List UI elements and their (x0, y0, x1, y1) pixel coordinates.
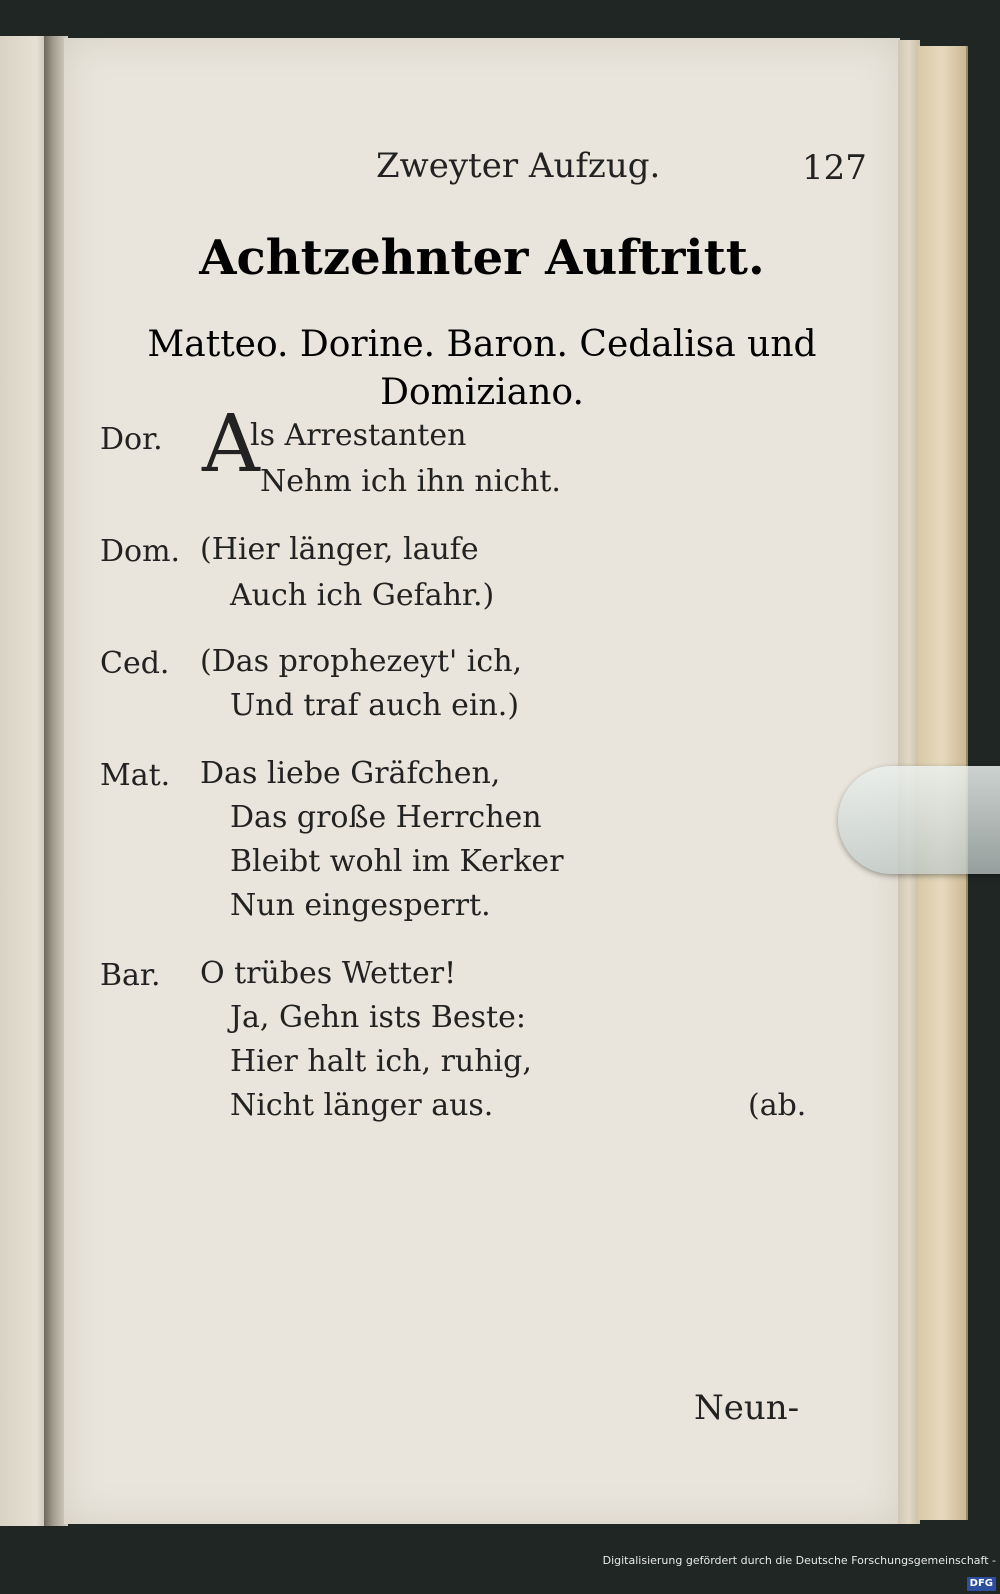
page-number: 127 (802, 148, 867, 188)
dialogue-line: Bleibt wohl im Kerker (230, 844, 564, 879)
dialogue-line: Das große Herrchen (230, 800, 542, 835)
dialogue-line: Nicht länger aus. (230, 1088, 494, 1123)
dialogue-line: O trübes Wetter! (200, 956, 457, 991)
speaker-dom: Dom. (100, 534, 181, 569)
page-holder-clip (838, 766, 1000, 874)
speaker-ced: Ced. (100, 646, 170, 681)
dialogue-line: Auch ich Gefahr.) (230, 578, 495, 613)
dialogue-line: Das liebe Gräfchen, (200, 756, 501, 791)
dialogue-line: Und traf auch ein.) (230, 688, 520, 723)
stage-direction: (ab. (748, 1088, 807, 1123)
cast-list-line-1: Matteo. Dorine. Baron. Cedalisa und (147, 324, 817, 365)
book-page (64, 38, 900, 1524)
dialogue-line: (Hier länger, laufe (200, 532, 479, 567)
digitization-footer (600, 1550, 1000, 1589)
speaker-dor: Dor. (100, 422, 163, 457)
speaker-mat: Mat. (100, 758, 171, 793)
catchword: Neun- (694, 1388, 800, 1428)
dialogue-line: ls Arrestanten (250, 418, 467, 453)
footer-text: Digitalisierung gefördert durch die Deutsche Forschungsgemeinschaft - (602, 1554, 996, 1567)
drop-cap: A (202, 397, 260, 490)
dialogue-line: (Das prophezeyt' ich, (200, 644, 523, 679)
dialogue-line: Hier halt ich, ruhig, (230, 1044, 532, 1079)
scene-title: Achtzehnter Auftritt. (199, 230, 765, 286)
dialogue-line: Ja, Gehn ists Beste: (230, 1000, 526, 1035)
dialogue-line: Nehm ich ihn nicht. (260, 464, 561, 499)
dfg-logo: DFG (967, 1577, 996, 1591)
dialogue-line: Nun eingesperrt. (230, 888, 491, 923)
running-head: Zweyter Aufzug. (376, 146, 661, 186)
cast-list-line-2: Domiziano. (380, 372, 584, 413)
speaker-bar: Bar. (100, 958, 161, 993)
